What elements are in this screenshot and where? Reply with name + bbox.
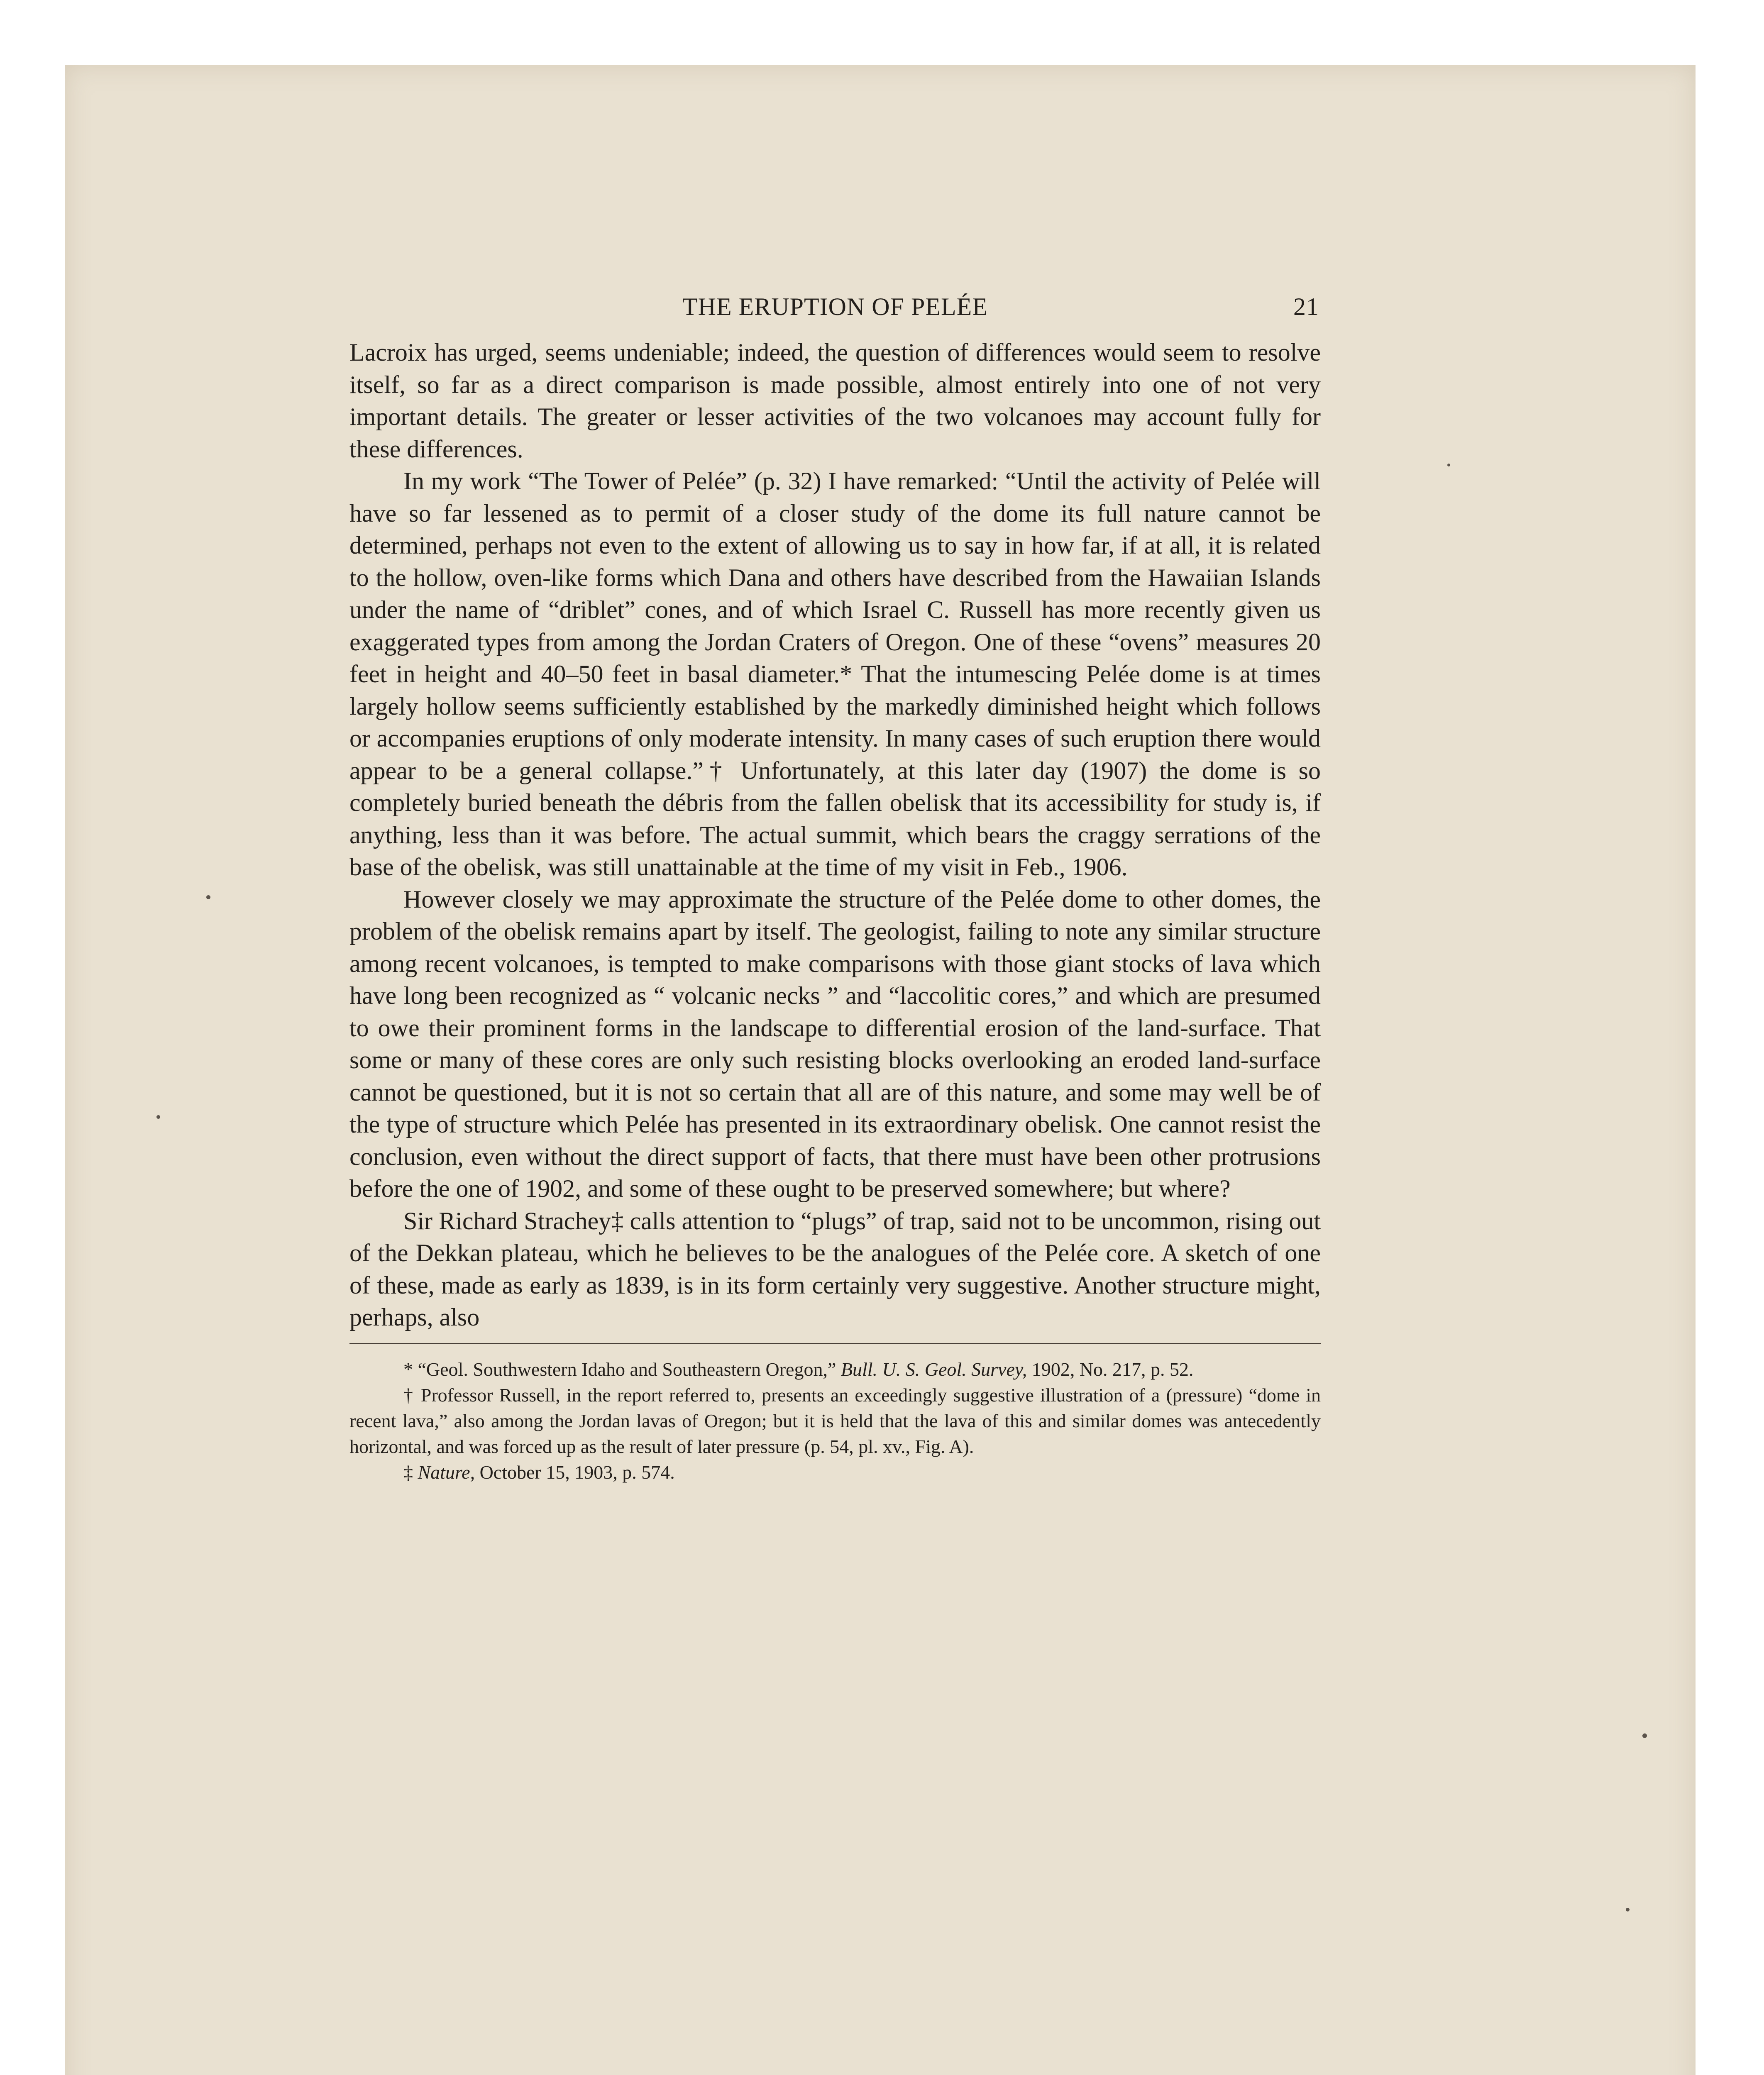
footnote-3-journal: Nature, <box>418 1461 475 1483</box>
footnote-1-journal: Bull. U. S. Geol. Survey, <box>840 1358 1027 1380</box>
footnotes <box>349 1357 1321 1485</box>
footnote-2: † Professor Russell, in the report referred to, presents an exceedingly suggestive illustration of a (pressure) “dome in recent lava,” also among the Jordan lavas of Oregon; but it is held that the lava of this and similar domes was antecedently horizontal, and was forced up as the result of later pressure (p. 54, pl. xv., Fig. A). <box>349 1384 1321 1457</box>
page-content <box>349 285 1321 1485</box>
scan-speck <box>1642 1733 1647 1738</box>
footnote-3 <box>349 1460 1321 1485</box>
body-text <box>349 337 1321 1334</box>
footnote-1 <box>349 1357 1321 1382</box>
paragraph-3: However closely we may approximate the structure of the Pelée dome to other domes, the problem of the obelisk remains apart by itself. The geologist, failing to note any similar structure among recent volcanoes, is tempted to make comparisons with those giant stocks of lava which have long been recognized as “ volcanic necks ” and “laccolitic cores,” and which are presumed to owe their prominent forms in the landscape to differential erosion of the land-surface. That some or many of these cores are only such resisting blocks overlooking an eroded land-surface cannot be questioned, but it is not so certain that all are of this nature, and some may well be of the type of structure which Pelée has presented in its extraordinary obelisk. One cannot resist the conclusion, even without the direct support of facts, that there must have been other protrusions before the one of 1902, and some of these ought to be preserved somewhere; but where? <box>349 885 1321 1202</box>
footnote-rule <box>349 1343 1321 1344</box>
scan-speck <box>1447 464 1450 466</box>
scan-speck <box>1626 1908 1630 1911</box>
footnote-3-rest: October 15, 1903, p. 574. <box>479 1461 675 1483</box>
scan-speck <box>206 895 210 899</box>
running-head <box>349 285 1321 331</box>
footnote-3-mark: ‡ <box>403 1461 413 1483</box>
paragraph-4: Sir Richard Strachey‡ calls attention to “plugs” of trap, said not to be uncommon, rising out of the Dekkan plateau, which he believes to be the analogues of the Pelée core. A sketch of one of these, made as early as 1839, is in its form certainly very suggestive. Another structure might, perhaps, also <box>349 1207 1321 1331</box>
paragraph-2: In my work “The Tower of Pelée” (p. 32) I have remarked: “Until the activity of Pelée will have so far lessened as to permit of a closer study of the dome its full nature cannot be determined, perhaps not even to the extent of allowing us to say in how far, if at all, it is related to the hollow, oven-like forms which Dana and others have described from the Hawaiian Islands under the name of “driblet” cones, and of which Israel C. Russell has more recently given us exaggerated types from among the Jordan Craters of Oregon. One of these “ovens” measures 20 feet in height and 40–50 feet in basal diameter.* That the intumescing Pelée dome is at times largely hollow seems sufficiently established by the markedly diminished height which follows or accompanies eruptions of only moderate intensity. In many cases of such eruption there would appear to be a general collapse.”† Unfortunately, at this later day (1907) the dome is so completely buried beneath the débris from the fallen obelisk that its accessibility for study is, if anything, less than it was before. The actual summit, which bears the craggy serrations of the base of the obelisk, was still unattainable at the time of my visit in Feb., 1906. <box>349 467 1321 881</box>
running-title: THE ERUPTION OF PELÉE <box>682 293 988 320</box>
page-number: 21 <box>1293 293 1319 320</box>
footnote-1-text: * “Geol. Southwestern Idaho and Southeastern Oregon,” <box>403 1358 836 1380</box>
scan-speck <box>156 1115 160 1119</box>
footnote-1-rest: 1902, No. 217, p. 52. <box>1031 1358 1194 1380</box>
scanned-page <box>65 65 1696 2075</box>
paragraph-1: Lacroix has urged, seems undeniable; indeed, the question of differences would seem to resolve itself, so far as a direct comparison is made possible, almost entirely into one of not very important details. The greater or lesser activities of the two volcanoes may account fully for these differences. <box>349 339 1321 463</box>
